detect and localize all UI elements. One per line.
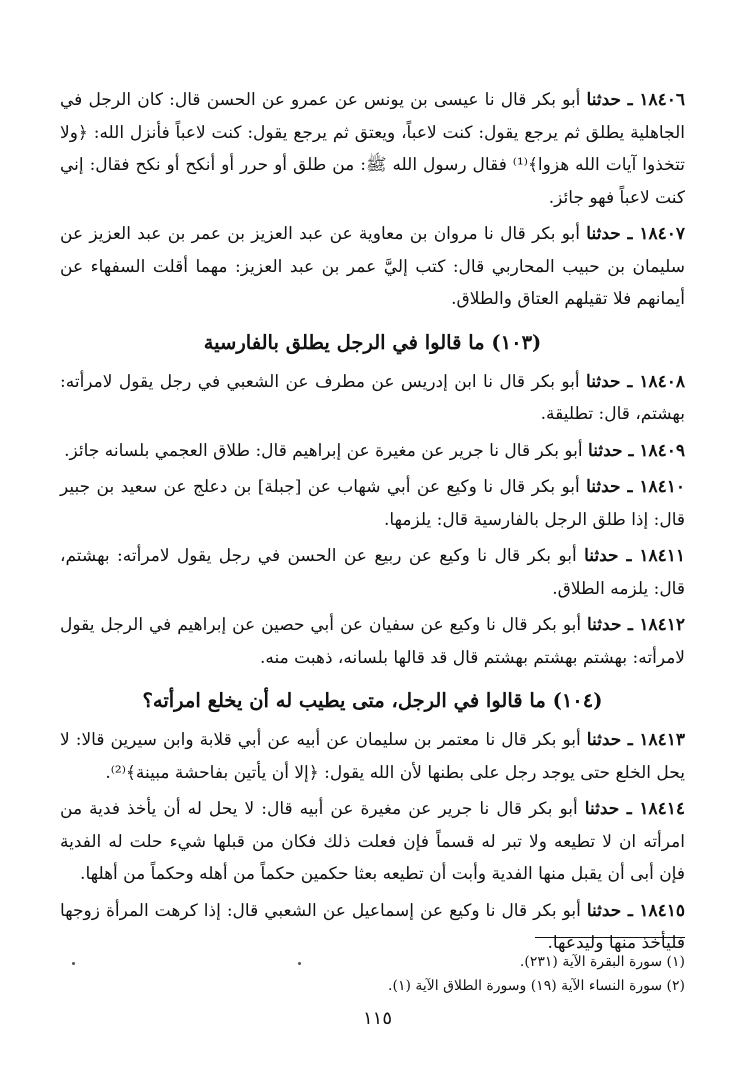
hadith-number: ١٨٤٠٧ ـ حدثنا (586, 224, 685, 244)
hadith-number: ١٨٤٠٩ ـ حدثنا (588, 440, 685, 461)
hadith-18406: ١٨٤٠٦ ـ حدثنا أبو بكر قال نا عيسى بن يونس عن عمرو عن الحسن قال: كان الرجل في الجاهلية يطلق ثم يرجع يقول: كنت لاعباً، ويعتق ثم يرجع يقول: كنت لاعباً فأنزل الله: ﴿ولا تتخذوا آيات الله هزوا﴾⁽¹⁾ فقال رسول الله ﷺ: من طلق أو حرر أو أنكح أو نكح فقال: إني كنت لاعباً فهو جائز. (60, 90, 685, 208)
hadith-number: ١٨٤١٥ ـ حدثنا (586, 900, 685, 921)
hadith-18407: ١٨٤٠٧ ـ حدثنا أبو بكر قال نا مروان بن معاوية عن عبد العزيز بن عمر بن عبد العزيز عن سليمان بن حبيب المحاربي قال: كتب إليَّ عمر بن عبد العزيز: مهما أقلت السفهاء عن أيمانهم فلا تقيلهم العتاق والطلاق. (60, 224, 685, 309)
footnotes (60, 950, 685, 998)
scan-speck (72, 962, 75, 965)
main-text (60, 84, 685, 964)
hadith-number: ١٨٤٠٨ ـ حدثنا (586, 371, 685, 392)
hadith-18414: ١٨٤١٤ ـ حدثنا أبو بكر قال نا جرير عن مغيرة عن أبيه قال: لا يحل له أن يأخذ فدية من امرأته ان لا تطيعه ولا تبر له قسماً فإن فعلت ذلك فكان من قبلها شيء حلت له الفدية فإن أبى أن يقبل منها الفدية وأبت أن تطيعه بعثا حكمين حكماً من أهله وحكماً من أهلها. (60, 799, 685, 884)
scan-speck (298, 962, 301, 965)
chapter-heading-103: (١٠٣) ما قالوا في الرجل يطلق بالفارسية (203, 330, 542, 354)
hadith-18411: ١٨٤١١ ـ حدثنا أبو بكر قال نا وكيع عن ربيع عن الحسن في رجل يقول لامرأته: بهشتم، قال: يلزمه الطلاق. (60, 546, 685, 599)
hadith-number: ١٨٤١٢ ـ حدثنا (587, 615, 686, 635)
footnote-divider (535, 937, 685, 938)
footnote-1: (١) سورة البقرة الآية (٢٣١). (519, 954, 685, 970)
chapter-heading-104: (١٠٤) ما قالوا في الرجل، متى يطيب له أن يخلع امرأته؟ (142, 689, 603, 712)
hadith-number: ١٨٤٠٦ ـ حدثنا (586, 90, 685, 110)
footnote-2: (٢) سورة النساء الآية (١٩) وسورة الطلاق الآية (١). (388, 978, 685, 994)
hadith-number: ١٨٤١٣ ـ حدثنا (586, 730, 685, 750)
hadith-number: ١٨٤١٤ ـ حدثنا (584, 799, 685, 819)
hadith-18415: ١٨٤١٥ ـ حدثنا أبو بكر قال نا وكيع عن إسماعيل عن الشعبي قال: إذا كرهت المرأة زوجها فليأخذ منها وليدعها. (60, 900, 685, 953)
hadith-number: ١٨٤١١ ـ حدثنا (584, 546, 685, 566)
hadith-18409: ١٨٤٠٩ ـ حدثنا أبو بكر قال نا جرير عن مغيرة عن إبراهيم قال: طلاق العجمي بلسانه جائز. (64, 440, 685, 461)
hadith-18408: ١٨٤٠٨ ـ حدثنا أبو بكر قال نا ابن إدريس عن مطرف عن الشعبي في رجل يقول لامرأته: بهشتم، قال: تطليقة. (60, 371, 685, 424)
hadith-18410: ١٨٤١٠ ـ حدثنا أبو بكر قال نا وكيع عن أبي شهاب عن [جبلة] بن دعلج عن سعيد بن جبير قال: إذا طلق الرجل بالفارسية قال: يلزمها. (60, 477, 685, 530)
hadith-18413: ١٨٤١٣ ـ حدثنا أبو بكر قال نا معتمر بن سليمان عن أبيه عن أبي قلابة وابن سيرين قالا: لا يحل الخلع حتى يوجد رجل على بطنها لأن الله يقول: ﴿إلا أن يأتين بفاحشة مبينة﴾⁽²⁾. (60, 730, 685, 783)
hadith-18412: ١٨٤١٢ ـ حدثنا أبو بكر قال نا وكيع عن سفيان عن أبي حصين عن إبراهيم في الرجل يقول لامرأته: بهشتم بهشتم بهشتم قال قد قالها بلسانه، ذهبت منه. (60, 615, 686, 668)
page-number: ١١٥ (362, 1008, 392, 1029)
hadith-number: ١٨٤١٠ ـ حدثنا (586, 477, 685, 497)
